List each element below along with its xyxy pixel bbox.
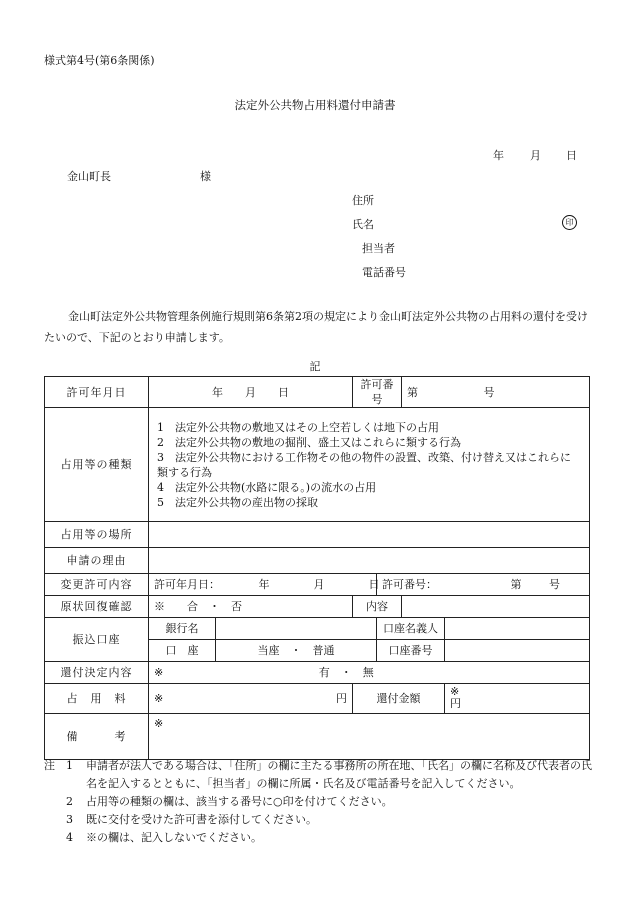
change-permit-label: 変更許可内容 <box>45 574 149 596</box>
note-text: 申請者が法人である場合は、「住所」の欄に主たる事務所の所在地、「氏名」の欄に名称及び代表者の氏名を記入するとともに、「担当者」の欄に所属・氏名及び電話番号を記入してください。 <box>86 759 592 790</box>
change-permit-row <box>45 574 590 596</box>
name-label: 氏名 <box>352 218 374 231</box>
application-table <box>44 376 590 760</box>
permit-number-prefix: 第 <box>407 385 419 399</box>
decision-choice: 有 ・ 無 <box>318 666 374 679</box>
permit-number-suffix: 号 <box>483 385 495 399</box>
kind-item[interactable]: 1 法定外公共物の敷地又はその上空若しくは地下の占用 <box>157 420 439 434</box>
note-text: 既に交付を受けた許可書を添付してください。 <box>86 813 317 826</box>
restore-content-label: 内容 <box>353 596 402 618</box>
addressee-honorific: 様 <box>200 170 211 183</box>
reason-row <box>45 548 590 574</box>
address-label: 住所 <box>352 194 374 207</box>
restore-content-value[interactable] <box>402 596 590 618</box>
place-row <box>45 522 590 548</box>
refund-mark: ※ <box>450 685 460 698</box>
note-number: 2 <box>66 795 73 808</box>
permit-date-value[interactable]: 年 月 日 <box>149 377 353 408</box>
kind-item[interactable]: 3 法定外公共物における工作物その他の物件の設置、改築、付け替え又はこれらに類する行為 <box>157 450 571 479</box>
seal-mark: 印 <box>562 215 577 230</box>
fee-row <box>45 684 590 714</box>
note-item <box>44 757 594 793</box>
change-permit-number-label: 許可番号： <box>382 578 438 591</box>
remarks-value[interactable] <box>149 714 590 760</box>
form-number: 様式第4号(第6条関係) <box>44 54 155 67</box>
remarks-mark: ※ <box>154 717 164 730</box>
fee-value[interactable] <box>149 684 353 714</box>
date-day-label: 日 <box>566 149 577 162</box>
occupancy-kind-label: 占用等の種類 <box>45 408 149 522</box>
transfer-account-label: 振込口座 <box>45 618 149 662</box>
bank-name-value[interactable] <box>216 618 377 640</box>
account-number-value[interactable] <box>445 640 590 662</box>
change-permit-date[interactable]: 許可年月日： 年 月 日 <box>149 574 377 596</box>
bank-name-label: 銀行名 <box>149 618 216 640</box>
decision-label: 還付決定内容 <box>45 662 149 684</box>
fee-label: 占 用 料 <box>45 684 149 714</box>
phone-label: 電話番号 <box>362 266 406 279</box>
refund-amount-value[interactable] <box>445 684 590 714</box>
permit-date-label: 許可年月日 <box>45 377 149 408</box>
bank-row <box>45 618 590 640</box>
refund-amount-label: 還付金額 <box>353 684 445 714</box>
addressee: 金山町長 <box>67 170 111 183</box>
refund-unit: 円 <box>450 697 462 710</box>
kind-item[interactable]: 4 法定外公共物(水路に限る。)の流水の占用 <box>157 480 377 494</box>
fee-mark: ※ <box>154 692 164 705</box>
remarks-label: 備 考 <box>45 714 149 760</box>
account-type-value[interactable]: 当座 ・ 普通 <box>216 640 377 662</box>
account-type-label: 口 座 <box>149 640 216 662</box>
permit-number-label: 許可番号 <box>353 377 402 408</box>
change-permit-number-suffix: 号 <box>549 578 561 591</box>
note-text: ※の欄は、記入しないでください。 <box>86 831 262 844</box>
reason-label: 申請の理由 <box>45 548 149 574</box>
fee-unit: 円 <box>336 692 348 705</box>
note-number: 1 <box>66 759 73 772</box>
note-number: 4 <box>66 831 73 844</box>
account-holder-label: 口座名義人 <box>377 618 445 640</box>
change-permit-number[interactable] <box>377 574 590 596</box>
restore-value[interactable]: ※ 合 ・ 否 <box>149 596 353 618</box>
notes-heading: 注 <box>44 759 55 772</box>
change-permit-number-prefix: 第 <box>510 578 522 591</box>
ki-heading: 記 <box>309 360 321 373</box>
reason-value[interactable] <box>149 548 590 574</box>
note-item <box>44 829 594 847</box>
application-statement: 金山町法定外公共物管理条例施行規則第6条第2項の規定により金山町法定外公共物の占用料の還付を受けたいので、下記のとおり申請します。 <box>44 310 588 344</box>
kind-item[interactable]: 5 法定外公共物の産出物の採取 <box>157 495 318 509</box>
notes <box>44 757 594 847</box>
note-number: 3 <box>66 813 73 826</box>
place-value[interactable] <box>149 522 590 548</box>
contact-person-label: 担当者 <box>362 242 395 255</box>
kind-item[interactable]: 2 法定外公共物の敷地の掘削、盛土又はこれらに類する行為 <box>157 435 461 449</box>
account-number-label: 口座番号 <box>377 640 445 662</box>
decision-row <box>45 662 590 684</box>
decision-value[interactable] <box>149 662 590 684</box>
remarks-row <box>45 714 590 760</box>
account-holder-value[interactable] <box>445 618 590 640</box>
note-item <box>44 793 594 811</box>
occupancy-kind-list[interactable] <box>149 408 590 522</box>
note-text: 占用等の種類の欄は、該当する番号に○印を付けてください。 <box>86 795 393 808</box>
place-label: 占用等の場所 <box>45 522 149 548</box>
decision-mark: ※ <box>154 666 164 679</box>
date-year-label: 年 <box>493 149 504 162</box>
restore-label: 原状回復確認 <box>45 596 149 618</box>
document-title: 法定外公共物占用料還付申請書 <box>234 98 396 112</box>
occupancy-kind-row <box>45 408 590 522</box>
restore-row <box>45 596 590 618</box>
note-item <box>44 811 594 829</box>
date-month-label: 月 <box>530 149 541 162</box>
permit-number-value[interactable] <box>402 377 590 408</box>
permit-date-row <box>45 377 590 408</box>
